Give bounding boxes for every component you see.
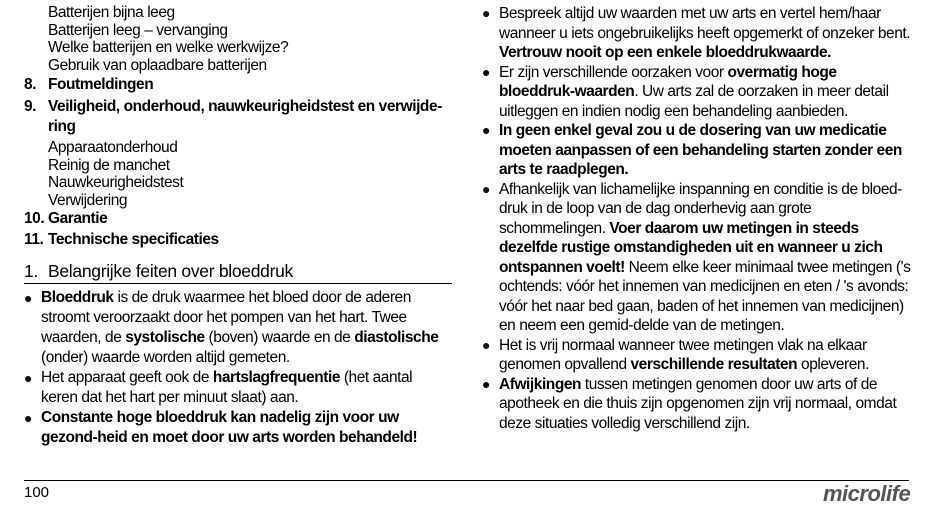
bullet-text: [499, 4, 912, 63]
bold-text: overmatig hoge bloeddruk-waarden: [499, 63, 837, 100]
toc-item-11[interactable]: [24, 231, 452, 249]
section-title: Belangrijke feiten over bloeddruk: [48, 260, 293, 281]
toc-item-number: 10.: [24, 210, 45, 228]
toc-item-10[interactable]: [24, 210, 452, 228]
bullet-dot-icon: ●: [482, 63, 491, 80]
toc-subitem[interactable]: Apparaatonderhoud: [48, 138, 178, 156]
bullet-item: [482, 180, 912, 336]
bullet-text: [499, 180, 912, 336]
toc-subitem[interactable]: Gebruik van oplaadbare batterijen: [48, 56, 267, 74]
bullet-item: [24, 408, 452, 448]
bullet-item: [482, 4, 912, 63]
bullet-dot-icon: ●: [24, 409, 33, 426]
bullet-text: [499, 336, 912, 375]
text-run: (het aantal keren dat het hart per minuut slaat) aan.: [41, 368, 413, 406]
section-number: 1.: [24, 260, 38, 281]
bullet-dot-icon: ●: [24, 369, 33, 386]
toc-subitems-maintenance: [24, 139, 452, 209]
bullet-dot-icon: ●: [24, 289, 33, 306]
bold-text: Bloeddruk: [41, 288, 114, 306]
bullet-dot-icon: ●: [482, 336, 491, 353]
toc-subitem[interactable]: Nauwkeurigheidstest: [48, 174, 184, 192]
toc-subitems-batteries: [24, 4, 452, 74]
bullet-dot-icon: ●: [482, 180, 491, 197]
toc-item-title: Technische specificaties: [48, 230, 219, 248]
bold-text: Voer daarom uw metingen in steeds dezelfde rustige omstandigheden uit en wanneer u zich ontspannen voelt!: [499, 219, 883, 276]
bullet-dot-icon: ●: [482, 5, 491, 21]
bullet-item: [482, 375, 912, 434]
toc-subitem[interactable]: Reinig de manchet: [48, 156, 170, 174]
toc-subitem[interactable]: Batterijen leeg – vervanging: [48, 21, 228, 39]
toc-item-title: Veiligheid, onderhoud, nauwkeurigheidstest en verwijde-ring: [48, 97, 442, 135]
bullet-text: [41, 288, 452, 368]
bullet-dot-icon: ●: [482, 122, 491, 138]
toc-item-number: 11.: [24, 230, 44, 248]
text-run: Bespreek altijd uw waarden met uw arts en vertel hem/haar wanneer u iets ongebruikelijks heeft opgemerkt of onzeker bent.: [499, 5, 911, 42]
right-column: [482, 4, 912, 433]
text-run: (onder) waarde worden altijd gemeten.: [41, 348, 290, 366]
bold-text: Afwijkingen: [499, 375, 582, 393]
toc-item-8[interactable]: [24, 76, 452, 94]
text-run: Het apparaat geeft ook de: [41, 368, 213, 386]
toc-item-number: 9.: [24, 97, 37, 115]
bullet-text: [499, 375, 912, 434]
bullet-text: [41, 408, 452, 448]
page-number: 100: [24, 484, 50, 501]
bullet-item: [24, 368, 452, 408]
bullet-text: [499, 63, 912, 122]
text-run: opleveren.: [797, 356, 869, 373]
footer-divider: [24, 480, 909, 481]
text-run: . Uw arts zal de oorzaken in meer detail uitleggen en indien nodig een behandeling aanbieden.: [499, 83, 889, 120]
bullet-item: [482, 63, 912, 122]
bold-text: verschillende resultaten: [630, 356, 798, 373]
bullet-item: [24, 288, 452, 368]
right-bullet-list: [482, 4, 912, 433]
bold-text: hartslagfrequentie: [212, 368, 340, 386]
bold-text: In geen enkel geval zou u de dosering van uw medicatie moeten aanpassen of een behandeling starten zonder een arts te raadplegen.: [499, 122, 902, 178]
text-run: Er zijn verschillende oorzaken voor: [499, 63, 728, 81]
toc-subitem[interactable]: Batterijen bijna leeg: [48, 4, 175, 21]
text-run: (boven) waarde en de: [204, 328, 355, 346]
bullet-item: [482, 336, 912, 375]
text-run: Het is vrij normaal wanneer twee metingen vlak na elkaar genomen opvallend: [499, 336, 867, 373]
bullet-dot-icon: ●: [482, 375, 491, 392]
toc-item-title: Foutmeldingen: [48, 76, 154, 94]
bold-text: Vertrouw nooit op een enkele bloeddrukwaarde.: [499, 44, 832, 61]
text-run: tussen metingen genomen door uw arts of de apotheek en die thuis zijn opgenomen zijn vrij normaal, omdat deze situaties volledig verschillend zijn.: [499, 375, 897, 432]
section-heading: [24, 260, 452, 284]
bold-text: Constante hoge bloeddruk kan nadelig zijn voor uw gezond-heid en moet door uw arts worden behandeld!: [41, 408, 418, 446]
bullet-text: [499, 121, 912, 180]
toc-item-number: 8.: [24, 76, 37, 94]
brand-logo: microlife: [823, 481, 911, 506]
left-bullet-list: [24, 288, 452, 448]
text-run: Afhankelijk van lichamelijke inspanning en conditie is de bloed-druk in de loop van de dag onderhevig aan grote schommelingen.: [499, 180, 902, 237]
bullet-item: [482, 121, 912, 180]
toc-subitem[interactable]: Verwijdering: [48, 191, 128, 209]
text-run: Neem elke keer minimaal twee metingen ('s ochtends: vóór het innemen van medicijnen en eten / 's avonds: vóór het naar bed gaan, baden of het innemen van medicijnen) en neem een gemid-delde van de metingen.: [499, 258, 911, 334]
bold-text: diastolische: [354, 328, 439, 346]
toc-item-9[interactable]: [24, 97, 452, 137]
toc-subitem[interactable]: Welke batterijen en welke werkwijze?: [48, 39, 289, 57]
bold-text: systolische: [125, 328, 205, 346]
text-run: is de druk waarmee het bloed door de aderen stroomt veroorzaakt door het pompen van het hart. Twee waarden, de: [41, 288, 411, 346]
left-column: [24, 4, 452, 448]
bullet-text: [41, 368, 452, 408]
toc-item-title: Garantie: [48, 210, 108, 228]
